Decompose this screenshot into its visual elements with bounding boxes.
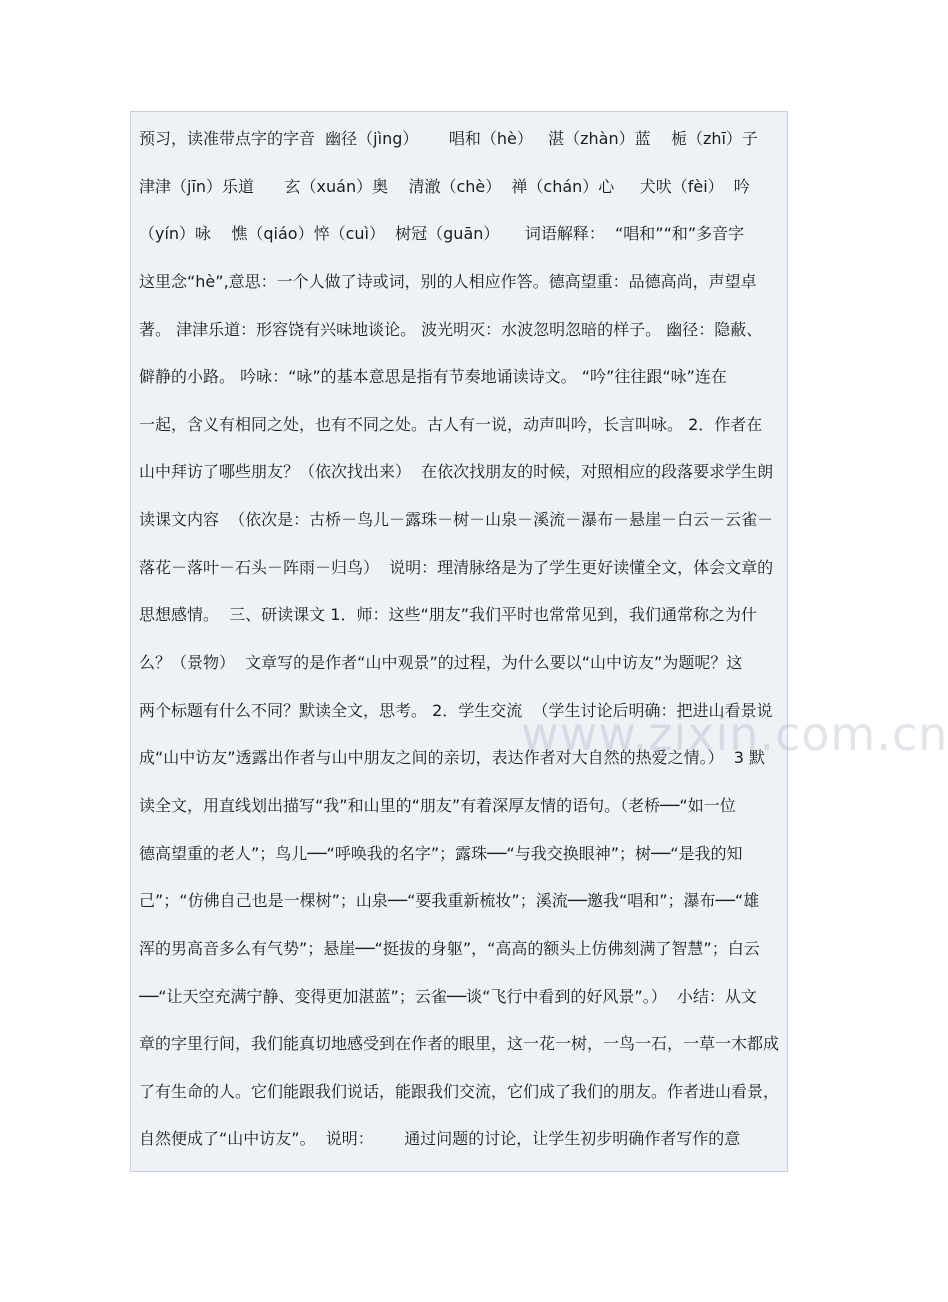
- text-line-10: 落花－落叶－石头－阵雨－归鸟） 说明：理清脉络是为了学生更好读懂全文，体会文章的: [139, 557, 774, 577]
- text-line-20: 章的字里行间，我们能真切地感受到在作者的眼里，这一花一树，一鸟一石，一草一木都成: [139, 1034, 780, 1054]
- text-line-19: ──“让天空充满宁静、变得更加湛蓝”；云雀──谈“飞行中看到的好风景”。） 小结：从文: [139, 986, 757, 1006]
- text-line-3: （yín）咏 憔（qiáo）悴（cuì） 树冠（guān） 词语解释： “唱和”“和”多音字: [139, 224, 745, 244]
- text-line-14: 成“山中访友”透露出作者与山中朋友之间的亲切，表达作者对大自然的热爱之情。） 3 默: [139, 748, 766, 768]
- text-line-5: 著。 津津乐道：形容饶有兴味地谈论。 波光明灭：水波忽明忽暗的样子。 幽径：隐蔽、: [139, 319, 763, 339]
- text-line-6: 僻静的小路。 吟咏：“咏”的基本意思是指有节奏地诵读诗文。 “吟”往往跟“咏”连在: [139, 367, 727, 387]
- text-line-18: 浑的男高音多么有气势”；悬崖──“挺拔的身躯”，“高高的额头上仿佛刻满了智慧”；白云: [139, 938, 760, 958]
- text-line-12: 么？（景物） 文章写的是作者“山中观景”的过程，为什么要以“山中访友”为题呢？这: [139, 653, 743, 673]
- text-line-4: 这里念“hè”,意思：一个人做了诗或词，别的人相应作答。德高望重：品德高尚，声望卓: [139, 271, 757, 291]
- text-line-2: 津津（jīn）乐道 玄（xuán）奥 清澈（chè） 禅（chán）心 犬吠（fèi） 吟: [139, 176, 750, 196]
- text-line-21: 了有生命的人。它们能跟我们说话，能跟我们交流，它们成了我们的朋友。作者进山看景，: [139, 1081, 780, 1101]
- text-line-13: 两个标题有什么不同？默读全文，思考。 2．学生交流 （学生讨论后明确：把进山看景说: [139, 700, 773, 720]
- text-line-17: 己”；“仿佛自己也是一棵树”；山泉──“要我重新梳妆”；溪流──邀我“唱和”；瀑布──“雄: [139, 891, 760, 911]
- text-line-1: 预习，读准带点字的字音 幽径（jìng） 唱和（hè） 湛（zhàn）蓝 栀（zhī）子: [139, 129, 758, 148]
- document-text: [139, 122, 781, 1170]
- watermark: www.zixin.com.cn: [521, 707, 948, 761]
- text-line-11: 思想感情。 三、研读课文 1．师：这些“朋友”我们平时也常常见到，我们通常称之为什: [139, 605, 758, 625]
- text-line-15: 读全文，用直线划出描写“我”和山里的“朋友”有着深厚友情的语句。（老桥──“如一位: [139, 795, 736, 815]
- text-line-7: 一起，含义有相同之处，也有不同之处。古人有一说，动声叫吟，长言叫咏。 2．作者在: [139, 414, 763, 434]
- document-box: [130, 111, 948, 1172]
- text-line-9: 读课文内容 （依次是：古桥－鸟儿－露珠－树－山泉－溪流－瀑布－悬崖－白云－云雀－: [139, 510, 774, 530]
- text-line-22: 自然便成了“山中访友”。 说明： 通过问题的讨论，让学生初步明确作者写作的意: [139, 1129, 741, 1149]
- text-line-16: 德高望重的老人”；鸟儿──“呼唤我的名字”；露珠──“与我交换眼神”；树──“是我的知: [139, 843, 743, 863]
- text-line-8: 山中拜访了哪些朋友？（依次找出来） 在依次找朋友的时候，对照相应的段落要求学生朗: [139, 462, 774, 482]
